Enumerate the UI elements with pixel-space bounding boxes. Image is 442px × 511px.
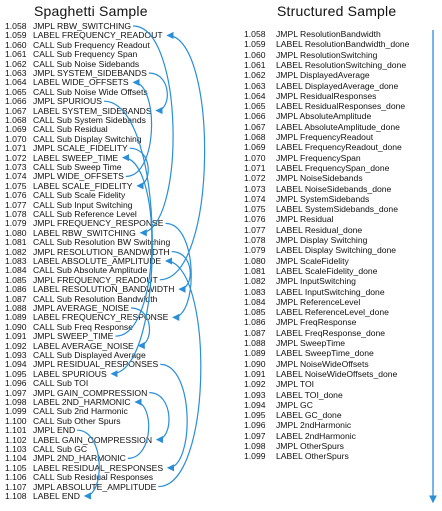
code-text: JMPL GC [276,399,313,410]
code-text: JMPL TOI [276,379,315,390]
line-number: 1.091 [244,368,266,379]
code-text: JMPL SYSTEM_SIDEBANDS [33,68,147,78]
code-text: JMPL END [33,425,76,436]
line-number: 1.075 [244,204,266,215]
line-number: 1.103 [5,444,27,454]
code-text: JMPL SweepTime [276,338,346,348]
code-text: LABEL SweepTime_done [276,348,374,359]
code-text: CALL Sub Absolute Amplitude [33,265,148,276]
code-text: LABEL WIDE_OFFSETS [33,77,129,88]
code-text: CALL Sub System Sidebands [33,115,146,125]
line-number: 1.086 [5,284,27,295]
code-text: JMPL ScaleFidelity [276,255,349,266]
code-text: JMPL OtherSpurs [276,441,344,451]
line-number: 1.090 [5,321,27,332]
code-text: CALL Sub Input Switching [33,199,133,210]
line-number: 1.091 [5,331,27,342]
line-number: 1.099 [5,406,27,417]
code-text: JMPL ABSOLUTE_AMPLITUDE [33,481,157,492]
line-number: 1.106 [5,472,27,483]
line-number: 1.096 [5,378,27,389]
line-number: 1.060 [5,39,27,50]
code-text: JMPL SWEEP_TIME [33,331,114,342]
code-text: CALL Sub Freq Response [33,321,133,332]
line-number: 1.093 [244,389,266,400]
line-number: 1.058 [244,29,266,39]
code-text: JMPL GAIN_COMPRESSION [33,387,148,398]
code-text: CALL Sub TOI [33,378,89,389]
code-text: LABEL FREQUENCY_READOUT [33,30,163,41]
line-number: 1.092 [5,340,27,351]
line-number: 1.073 [5,162,27,172]
jump-arrow [158,261,200,487]
line-number: 1.077 [244,224,266,235]
line-number: 1.063 [244,80,266,91]
line-number: 1.095 [244,410,266,421]
code-text: LABEL FrequencySpan_done [276,162,390,173]
code-text: JMPL FREQUENCY_RESPONSE [33,218,164,229]
line-number: 1.081 [244,265,266,276]
code-text: JMPL RESIDUAL_RESPONSES [33,359,159,370]
line-number: 1.078 [5,209,27,219]
code-text: LABEL Display Switching_done [276,245,397,256]
line-number: 1.095 [5,368,27,379]
line-number: 1.071 [244,162,266,173]
code-text: CALL Sub GC [33,444,88,454]
line-number: 1.067 [244,121,266,132]
line-number: 1.066 [5,96,27,107]
line-number: 1.089 [244,348,266,359]
code-text: LABEL RESIDUAL_RESPONSES [33,462,164,473]
code-text: JMPL SystemSidebands [276,193,370,204]
line-number: 1.070 [244,152,266,163]
line-number: 1.060 [244,49,266,60]
line-number: 1.065 [244,101,266,112]
line-number: 1.079 [244,245,266,256]
line-number: 1.072 [5,152,27,163]
code-text: CALL Sub Resolution Bandwidth [33,293,158,304]
code-text: LABEL SYSTEM_SIDEBANDS [33,105,152,116]
code-text: LABEL END [33,491,80,501]
line-number: 1.085 [5,274,27,285]
line-number: 1.072 [244,173,266,184]
code-text: LABEL 2ndHarmonic [276,430,356,441]
line-number: 1.076 [5,190,27,201]
line-number: 1.105 [5,462,27,473]
code-text: CALL Sub Other Spurs [33,415,121,426]
line-number: 1.083 [5,256,27,266]
jump-arrow [128,402,149,458]
code-text: JMPL DisplayedAverage [276,70,370,81]
line-number: 1.094 [244,399,266,410]
line-number: 1.064 [5,77,27,88]
code-text: JMPL FREQUENCY_READOUT [33,274,158,285]
code-text: JMPL Display Switching [276,235,368,245]
code-text: JMPL Residual [276,214,334,225]
code-text: LABEL SystemSidebands_done [276,204,398,215]
line-number: 1.100 [5,415,27,426]
line-number: 1.079 [5,218,27,229]
code-text: JMPL SCALE_FIDELITY [33,143,128,154]
line-number: 1.080 [244,255,266,266]
code-text: CALL Sub Frequency Span [33,49,138,60]
code-text: LABEL GAIN_COMPRESSION [33,434,153,445]
code-text: LABEL NoiseWideOffsets_done [276,368,398,379]
code-text: LABEL ScaleFidelity_done [276,265,378,276]
line-number: 1.064 [244,90,266,101]
code-text: JMPL ResolutionSwitching [276,49,378,60]
line-number: 1.059 [5,30,27,41]
code-text: LABEL SWEEP_TIME [33,152,119,163]
code-text: LABEL Residual_done [276,224,363,235]
code-text: CALL Sub Noise Sidebands [33,58,140,69]
line-number: 1.074 [5,171,27,182]
code-text: LABEL AVERAGE_NOISE [33,340,134,351]
code-text: CALL Sub Scale Fidelity [33,190,126,201]
line-number: 1.094 [5,359,27,370]
line-number: 1.082 [5,246,27,257]
code-text: LABEL ResolutionBandwidth_done [276,39,410,50]
code-text: JMPL FrequencySpan [276,152,361,163]
code-text: JMPL FrequencyReadout [276,132,374,142]
code-text: LABEL ABSOLUTE_AMPLITUDE [33,256,162,266]
line-number: 1.069 [244,142,266,153]
code-text: LABEL SPURIOUS [33,368,107,379]
code-text: CALL Sub Reference Level [33,209,137,219]
line-number: 1.104 [5,453,27,464]
code-text: JMPL ReferenceLevel [276,296,361,307]
jump-arrow [104,101,152,374]
code-text: CALL Sub Display Switching [33,133,142,144]
code-text: JMPL 2ND_HARMONIC [33,453,126,464]
line-number: 1.102 [5,434,27,445]
code-text: CALL Sub Sweep Time [33,162,122,172]
line-number: 1.097 [244,430,266,441]
line-number: 1.069 [5,124,27,135]
code-text: JMPL InputSwitching [276,276,356,287]
code-text: LABEL TOI_done [276,389,343,400]
line-number: 1.084 [5,265,27,276]
code-text: LABEL FrequencyReadout_done [276,142,402,153]
line-number: 1.068 [5,115,27,125]
line-number: 1.087 [244,327,266,338]
code-text: LABEL 2ND_HARMONIC [33,397,131,407]
line-number: 1.107 [5,481,27,492]
code-text: JMPL WIDE_OFFSETS [33,171,124,182]
line-number: 1.063 [5,68,27,78]
line-number: 1.070 [5,133,27,144]
line-number: 1.084 [244,296,266,307]
line-number: 1.065 [5,86,27,97]
code-text: LABEL RBW_SWITCHING [33,227,136,238]
code-text: CALL Sub Residual Responses [33,472,154,483]
line-number: 1.076 [244,214,266,225]
code-text: CALL Sub Noise Wide Offsets [33,86,148,97]
code-text: JMPL ResidualResponses [276,90,377,101]
jump-arrow [115,158,151,337]
structured-title: Structured Sample [277,3,397,19]
line-number: 1.061 [244,59,266,70]
line-number: 1.062 [5,58,27,69]
line-number: 1.090 [244,358,266,369]
line-number: 1.061 [5,49,27,60]
line-number: 1.074 [244,193,266,204]
code-text: JMPL AVERAGE_NOISE [33,303,129,313]
code-text: JMPL NoiseWideOffsets [276,358,369,369]
line-number: 1.078 [244,235,266,245]
jump-arrow [160,364,187,467]
code-text: JMPL 2ndHarmonic [276,420,352,431]
line-number: 1.075 [5,180,27,191]
line-number: 1.101 [5,425,27,436]
code-text: LABEL InputSwitching_done [276,286,385,297]
code-text: CALL Sub Resolution BW Switching [33,237,171,248]
code-text: LABEL ReferenceLevel_done [276,307,389,318]
line-number: 1.088 [244,338,266,348]
line-number: 1.073 [244,183,266,194]
jump-arrow [149,393,169,440]
code-text: LABEL AbsoluteAmplitude_done [276,121,400,132]
line-number: 1.062 [244,70,266,81]
code-text: LABEL GC_done [276,410,342,421]
line-number: 1.092 [244,379,266,390]
line-number: 1.059 [244,39,266,50]
spaghetti-title: Spaghetti Sample [34,3,148,19]
code-text: LABEL NoiseSidebands_done [276,183,392,194]
line-number: 1.089 [5,312,27,323]
code-text: LABEL FREQUENCY_RESPONSE [33,312,169,323]
code-text: CALL Sub Displayed Average [33,350,146,360]
line-number: 1.071 [5,143,27,154]
line-number: 1.058 [5,21,27,31]
code-text: LABEL RESOLUTION_BANDWIDTH [33,284,175,295]
line-number: 1.082 [244,276,266,287]
code-text: CALL Sub Residual [33,124,108,135]
line-number: 1.098 [244,441,266,451]
code-text: CALL Sub 2nd Harmonic [33,406,128,417]
line-number: 1.085 [244,307,266,318]
jump-arrow [149,73,168,111]
code-text: LABEL OtherSpurs [276,451,349,462]
line-number: 1.108 [5,491,27,501]
line-number: 1.088 [5,303,27,313]
line-number: 1.066 [244,111,266,122]
code-text: JMPL AbsoluteAmplitude [276,111,372,122]
code-text: LABEL ResidualResponses_done [276,101,406,112]
line-number: 1.067 [5,105,27,116]
code-text: CALL Sub Frequency Readout [33,39,150,50]
code-text: JMPL RESOLUTION_BANDWIDTH [33,246,170,257]
line-number: 1.093 [5,350,27,360]
line-number: 1.087 [5,293,27,304]
line-number: 1.083 [244,286,266,297]
code-text: LABEL DisplayedAverage_done [276,80,399,91]
code-text: LABEL ResolutionSwitching_done [276,59,407,70]
jump-arrow [133,26,173,233]
code-text: JMPL NoiseSidebands [276,173,363,184]
code-text: JMPL SPURIOUS [33,96,102,107]
code-text: LABEL FreqResponse_done [276,327,386,338]
line-number: 1.099 [244,451,266,462]
code-text: JMPL RBW_SWITCHING [33,21,132,31]
line-number: 1.080 [5,227,27,238]
line-number: 1.086 [244,317,266,328]
line-number: 1.096 [244,420,266,431]
jump-arrow [77,430,99,496]
code-text: JMPL ResolutionBandwidth [276,29,381,39]
line-number: 1.081 [5,237,27,248]
code-text: LABEL SCALE_FIDELITY [33,180,133,191]
code-text: JMPL FreqResponse [276,317,357,328]
line-number: 1.068 [244,132,266,142]
line-number: 1.098 [5,397,27,407]
line-number: 1.097 [5,387,27,398]
line-number: 1.077 [5,199,27,210]
